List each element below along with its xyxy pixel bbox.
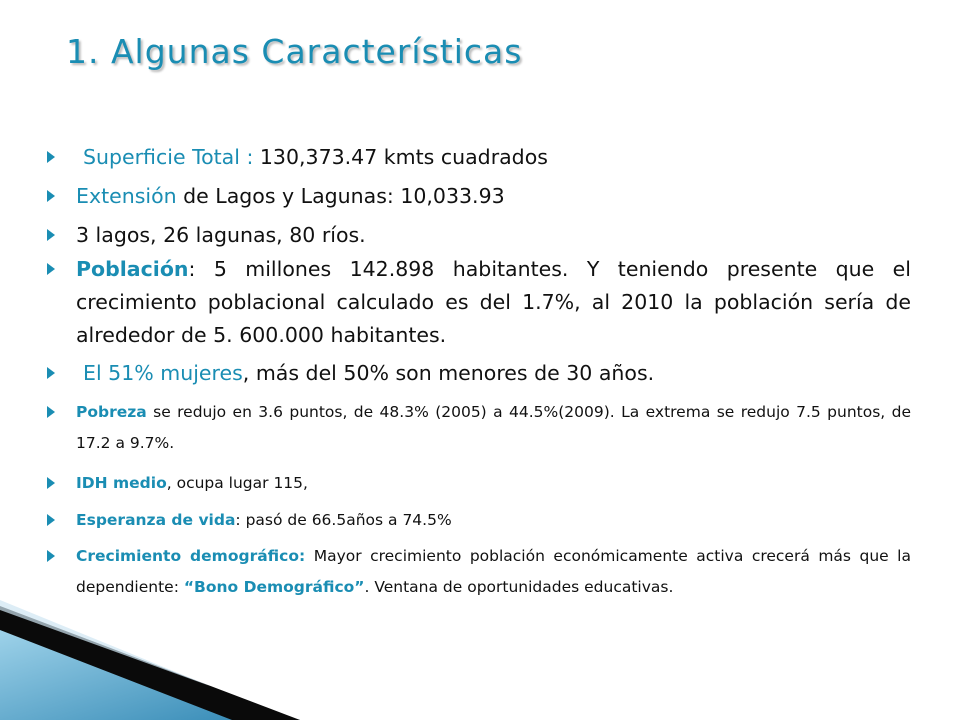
bullet-idh [47,468,911,499]
bullet-lakes-extension [47,180,911,213]
surface-value: 130,373.47 [259,145,378,169]
bullet-arrow-icon [47,151,55,163]
bullet-arrow-icon [47,477,55,489]
idh-text: , ocupa lugar 115, [166,474,308,492]
bullet-arrow-icon [47,406,55,418]
life-expectancy-text: : pasó de 66.5años a 74.5% [235,511,452,529]
surface-unit: kmts cuadrados [377,145,548,169]
bullet-life-expectancy [47,505,911,536]
bullet-arrow-icon [47,263,55,275]
demographic-bonus-quote: “Bono Demográfico” [183,578,365,596]
women-label: El 51% mujeres [83,361,243,385]
corner-decoration [0,600,300,720]
idh-label: IDH medio [76,474,167,492]
extension-text: de Lagos y Lagunas: 10,033.93 [176,184,505,208]
bullet-arrow-icon [47,514,55,526]
demographic-growth-tail: . Ventana de oportunidades educativas. [364,578,674,596]
population-label: Población [76,257,189,281]
demographic-growth-text: Mayor crecimiento población económicamente activa crecerá más que la dependiente: [76,547,911,596]
demographic-growth-label: Crecimiento demográfico: [76,547,306,565]
bullet-demographic-growth [47,541,911,603]
population-text: : 5 millones 142.898 habitantes. Y teniendo presente que el crecimiento poblacional calculado es del 1.7%, al 2010 la población sería de alrededor de 5. 600.000 habitantes. [76,257,911,347]
bullet-women [47,357,911,390]
life-expectancy-label: Esperanza de vida [76,511,236,529]
poverty-label: Pobreza [76,403,147,421]
surface-label: Superficie Total : [83,145,260,169]
bullet-arrow-icon [47,367,55,379]
bullet-arrow-icon [47,190,55,202]
bullet-poverty [47,397,911,459]
women-text: , más del 50% son menores de 30 años. [242,361,655,385]
extension-label: Extensión [76,184,177,208]
slide-title: 1. Algunas Características [66,32,523,71]
lakes-count-text: 3 lagos, 26 lagunas, 80 ríos. [76,223,366,247]
bullet-surface [47,141,911,174]
poverty-text: se redujo en 3.6 puntos, de 48.3% (2005) a 44.5%(2009). La extrema se redujo 7.5 puntos, de 17.2 a 9.7%. [76,403,911,452]
bullet-lakes-count [47,219,911,252]
bullet-arrow-icon [47,550,55,562]
bullet-population [47,253,911,352]
bullet-arrow-icon [47,229,55,241]
